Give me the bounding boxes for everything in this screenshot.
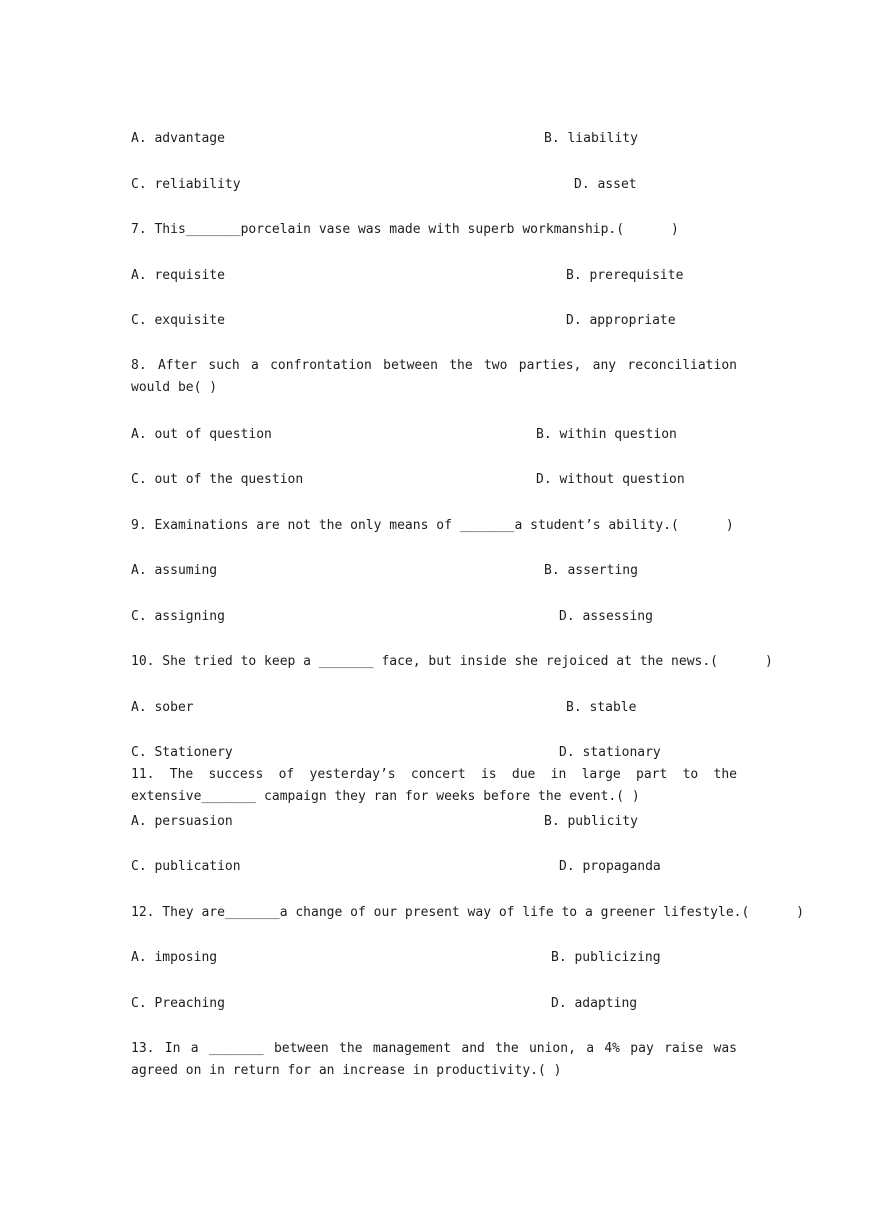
q8-option-b: B. within question bbox=[536, 427, 677, 442]
q11-option-a: A. persuasion bbox=[131, 814, 233, 829]
q10-option-a: A. sober bbox=[131, 700, 194, 715]
q12-stem: 12. They are_______a change of our present way of life to a greener lifestyle.( ) bbox=[131, 905, 805, 920]
q12-option-b: B. publicizing bbox=[551, 950, 661, 965]
q9-option-a: A. assuming bbox=[131, 563, 218, 578]
q10-option-c: C. Stationery bbox=[131, 745, 233, 760]
q6-option-d: D. asset bbox=[574, 177, 637, 192]
q11-option-c: C. publication bbox=[131, 859, 241, 874]
q7-option-a: A. requisite bbox=[131, 268, 225, 283]
q12-option-d: D. adapting bbox=[551, 996, 638, 1011]
q9-stem: 9. Examinations are not the only means of _______a student’s ability.( ) bbox=[131, 518, 734, 533]
q8-stem: 8. After such a confrontation between the two parties, any reconciliation would be( ) bbox=[131, 358, 737, 395]
q12-option-c: C. Preaching bbox=[131, 996, 225, 1011]
q7-option-d: D. appropriate bbox=[566, 313, 676, 328]
q10-option-b: B. stable bbox=[566, 700, 637, 715]
q13-stem: 13. In a _______ between the management and the union, a 4% pay raise was agreed on in return for an increase in productivity.( ) bbox=[131, 1041, 737, 1078]
q7-option-c: C. exquisite bbox=[131, 313, 225, 328]
q6-option-b: B. liability bbox=[544, 131, 638, 146]
q9-option-d: D. assessing bbox=[559, 609, 653, 624]
q10-stem: 10. She tried to keep a _______ face, but inside she rejoiced at the news.( ) bbox=[131, 654, 773, 669]
q11-stem: 11. The success of yesterday’s concert is due in large part to the extensive_______ campaign they ran for weeks before the event.( ) bbox=[131, 767, 737, 804]
q8-option-c: C. out of the question bbox=[131, 472, 304, 487]
q12-option-a: A. imposing bbox=[131, 950, 218, 965]
q7-option-b: B. prerequisite bbox=[566, 268, 684, 283]
q6-option-c: C. reliability bbox=[131, 177, 241, 192]
q9-option-b: B. asserting bbox=[544, 563, 638, 578]
q8-option-a: A. out of question bbox=[131, 427, 272, 442]
q10-option-d: D. stationary bbox=[559, 745, 661, 760]
q6-option-a: A. advantage bbox=[131, 131, 225, 146]
q11-option-b: B. publicity bbox=[544, 814, 638, 829]
q8-option-d: D. without question bbox=[536, 472, 685, 487]
q7-stem: 7. This_______porcelain vase was made with superb workmanship.( ) bbox=[131, 222, 679, 237]
q9-option-c: C. assigning bbox=[131, 609, 225, 624]
q11-option-d: D. propaganda bbox=[559, 859, 661, 874]
